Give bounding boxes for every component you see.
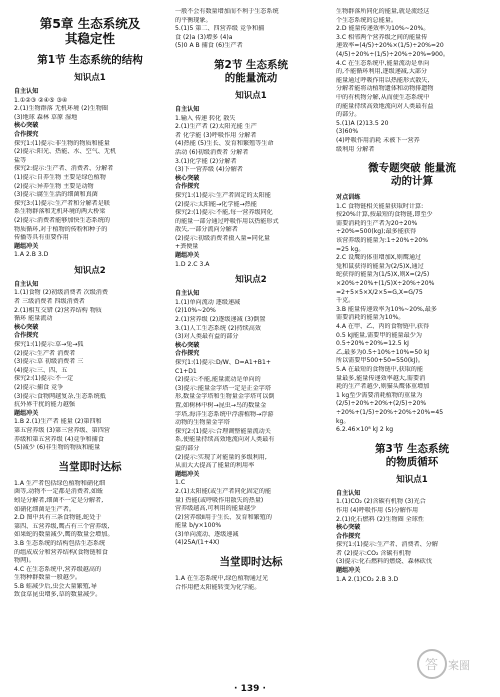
answer-line: ×20%÷20%+(1/5)X÷20%÷20% bbox=[336, 280, 435, 288]
answer-line: 1.A 在生态系统中,绿色植物通过光 bbox=[175, 575, 269, 583]
answer-line: 散失,一部分流向分解者 bbox=[175, 226, 238, 234]
answer-line: (3)提示:能量金字塔一定是正金字塔 bbox=[175, 384, 271, 392]
answer-line: 循环 能量流动 bbox=[14, 315, 53, 323]
answer-line: 1.A 生产者包括绿色植物和硝化细 bbox=[14, 479, 106, 487]
answer-line: 1.A 2.B 3.D bbox=[14, 251, 49, 259]
answer-line: (4)25A/(1+4X) bbox=[175, 539, 220, 547]
answer-line: 字塔,海洋生态系统中浮游植物→浮游 bbox=[175, 410, 274, 418]
answer-line: C1+D1 bbox=[175, 367, 197, 375]
answer-line: 4.C 在生态系统中,营养级越高的 bbox=[14, 565, 102, 573]
subheading: 自主认知 bbox=[336, 489, 361, 497]
subheading: 核心突破 bbox=[14, 122, 39, 130]
answer-line: 能量 b/y×100% bbox=[175, 522, 222, 530]
answer-line: =2+5×5×X/2×5=G,X=G/75 bbox=[336, 288, 423, 296]
answer-line: 物网)。 bbox=[14, 557, 35, 565]
answer-line: 者 化学能 (3)呼吸作用 分解者 bbox=[175, 131, 257, 139]
section-title: 当堂即时达标 bbox=[219, 556, 283, 569]
answer-line: (2)提示:阳光、热能、水、空气、无机 bbox=[14, 148, 117, 156]
answer-line: 3.C 相邻两个营养级之间的能量传 bbox=[336, 33, 428, 41]
answer-line: 探究2:(1)提示:不一定 bbox=[14, 375, 74, 383]
answer-line: (2)10%~20% bbox=[175, 307, 216, 315]
answer-line: 合作用把太阳能转变为化学能。 bbox=[175, 583, 261, 591]
answer-line: =25 kg。 bbox=[336, 245, 365, 253]
answer-line: 探究3:(1)提示:生产者和分解者是联 bbox=[14, 199, 110, 207]
column-middle bbox=[175, 8, 327, 658]
answer-line: 致食草昆虫增多,草的数量减少。 bbox=[14, 591, 102, 599]
answer-line: (4)提示:三、四、五 bbox=[14, 366, 68, 374]
answer-line: 从而大大提高了能量的利用率 bbox=[175, 462, 255, 470]
answer-line: 4.C 在生态系统中,能量流动是单向 bbox=[336, 59, 430, 67]
answer-line: 2.(1)太阳能(或生产者同化固定的能 bbox=[175, 487, 272, 495]
answer-line: 的组成成分和营养结构(食物链和食 bbox=[14, 548, 108, 556]
answer-line: (2)提示:捕食 竞争 bbox=[14, 384, 64, 391]
answer-line: 探究1:(1)提示:草→兔→狐 bbox=[14, 341, 84, 349]
answer-line: 探究1:(1)提示:非生物的物质和能量 bbox=[14, 139, 110, 147]
answer-line: 5.A 在最短的食物链中,获取的能 bbox=[336, 365, 423, 373]
answer-line: 第四、五营养级,鹰占有三个营养级, bbox=[14, 522, 110, 530]
answer-line: 食 (2)a (3)增多 (4)a bbox=[175, 33, 233, 41]
answer-line: 一般不会有数量增加而不利于生态系统 bbox=[175, 8, 279, 15]
answer-line: 营养级越高,可利用的能量越少 bbox=[175, 505, 257, 513]
answer-line: 中的有机物分解,从而使生态系统中 bbox=[336, 93, 430, 101]
svg-text:答: 答 bbox=[425, 658, 439, 673]
answer-line: 的能量持续高效地流向对人类最有益 bbox=[336, 102, 434, 110]
svg-text:案圈: 案圈 bbox=[448, 659, 470, 672]
answer-line: (3)提示:腐生生活的细菌和真菌 bbox=[14, 191, 98, 199]
answer-line: 1.B 2.(1)生产者 能量 (2)第四和 bbox=[14, 418, 102, 426]
answer-line: 2.D 能量传递效率为10%~20%。 bbox=[336, 25, 430, 33]
subheading: 题组冲关 bbox=[175, 252, 200, 260]
section-title: 第3节 生态系统 的物质循环 bbox=[375, 442, 449, 468]
answer-line: 兔和鼠获得的能量为(2/5)X,通过 bbox=[336, 262, 424, 270]
answer-line: 乙,最多为0.5÷10%÷10%=50 kJ bbox=[336, 348, 430, 356]
chapter-title: 第5章 生态系统及 其稳定性 bbox=[39, 16, 141, 46]
answer-line: 探究1:(1)提示:生产者固定的太阳能 bbox=[175, 191, 271, 199]
answer-line: 1.C 食物链相关能量获取时计算: bbox=[336, 202, 424, 210]
answer-line: 探究2:提示:生产者、消费者、分解者 bbox=[14, 165, 114, 173]
answer-line: 2.(1)营养级 (2)逐级递减 (3)倒置 bbox=[175, 316, 266, 324]
subheading: 合作探究 bbox=[14, 130, 39, 138]
answer-line: 传播等具有重要作用 bbox=[14, 234, 69, 242]
subheading: 合作探究 bbox=[336, 532, 361, 540]
answer-line: 2.(1)生产者 (2)太阳光能 生产 bbox=[175, 123, 257, 131]
answer-line: 该营养级的能量为:1÷20%÷20% bbox=[336, 237, 428, 245]
subheading: 自主认知 bbox=[175, 105, 200, 113]
answer-line: (3)提示:食物网越复杂,生态系统抵 bbox=[14, 392, 106, 400]
page-number: · 139 · bbox=[234, 684, 266, 694]
answer-line: (2)提示:太阳能→化学能→热能 bbox=[175, 200, 257, 208]
subheading: 核心突破 bbox=[175, 341, 200, 349]
subheading: 自主认知 bbox=[14, 280, 39, 288]
answer-line: 的,不能循环利用,逐级递减,大部分 bbox=[336, 68, 428, 76]
subheading: 题组冲关 bbox=[175, 470, 200, 478]
answer-line: (3)60% bbox=[336, 128, 359, 136]
section-title: 第1节 生态系统的结构 bbox=[37, 54, 143, 66]
answer-line: 量最多,能量传递效率越大,需要消 bbox=[336, 374, 426, 382]
answer-line: 5.(1)A (2)13.5 20 bbox=[336, 119, 389, 127]
knowledge-point-title: 知识点1 bbox=[235, 90, 267, 101]
answer-line: 1.(1)单向流动 逐级递减 bbox=[175, 298, 241, 306]
answer-line: +粪便量 bbox=[175, 243, 199, 251]
answer-line: 1.D 2.C 3.A bbox=[175, 260, 210, 268]
answer-line: 2.(1)化石燃料 (2)生物圈 全球性 bbox=[336, 515, 424, 523]
answer-line: 0.5÷20%÷20%=12.5 kJ bbox=[336, 340, 409, 348]
knowledge-point-title: 知识点1 bbox=[396, 474, 428, 485]
answer-line: 需要消耗的生产者为20÷20% bbox=[336, 219, 418, 227]
answer-line: 活动 (6)初级消费者 分解者 bbox=[175, 148, 249, 156]
answer-line: 1.输入 传递 转化 散失 bbox=[175, 114, 236, 122]
answer-line: (2)营养级Ⅱ用于生长、发育和繁殖的 bbox=[175, 513, 272, 521]
subheading: 自主认知 bbox=[175, 290, 200, 298]
knowledge-point-title: 知识点2 bbox=[74, 265, 106, 276]
subheading: 合作探究 bbox=[175, 183, 200, 191]
answer-line: 级利用 分解者 bbox=[336, 145, 375, 153]
subheading: 题组冲关 bbox=[336, 567, 361, 575]
section-title: 当堂即时达标 bbox=[58, 460, 122, 473]
answer-line: 5.B 蛙减少后,虫会大量繁殖,导 bbox=[14, 582, 97, 590]
answer-line: kg。 bbox=[336, 417, 350, 425]
answer-line: (2)提示:实现了对能量的多级利用, bbox=[175, 453, 267, 461]
answer-line: 探究1:(1)提示:生产者、消费者、分解 bbox=[336, 541, 438, 549]
answer-line: 3.B 能量传递效率为10%~20%,最多 bbox=[336, 305, 437, 313]
answer-line: 1.C bbox=[175, 479, 186, 487]
answer-line: 抗外界干扰的能力越强 bbox=[14, 401, 75, 409]
answer-line: 3.(1)人工生态系统 (2)持续高效 bbox=[175, 324, 261, 332]
answer-line: 生物群落所同化的能量,就是流经这 bbox=[336, 8, 430, 15]
answer-line: 系,使能量持续高效地流向对人类最有 bbox=[175, 436, 275, 444]
knowledge-point-title: 知识点1 bbox=[74, 73, 106, 83]
answer-line: 系生物群落和无机环境的两大桥梁 bbox=[14, 208, 106, 216]
answer-line: (4/5)÷20%÷(1/5)÷20%÷20%=900。 bbox=[336, 50, 450, 58]
answer-line: (3)提示:化石燃料的燃烧、森林砍伐 bbox=[336, 558, 432, 566]
answer-line: 2.C 设鹰的体重增加X,则鹰通过 bbox=[336, 254, 422, 262]
answer-line: 个生态系统的总能量。 bbox=[336, 16, 397, 24]
answer-line: 探究2:(1)提示:合理调整能量流动关 bbox=[175, 427, 271, 435]
answer-line: 千克。 bbox=[336, 297, 355, 305]
answer-line: 第五营养级 (3)第三营养级、第四营 bbox=[14, 426, 110, 434]
answer-line: 分解者能将动植物遗体和动物排遗物 bbox=[336, 85, 434, 93]
answer-line: 递效率=(4/5)÷20%×(1/5)÷20%=20 bbox=[336, 42, 444, 50]
answer-line: (2/5)÷20%÷20%+(2/5)÷20% bbox=[336, 400, 427, 408]
answer-line: (3)地球 森林 草原 湿地 bbox=[14, 113, 78, 121]
answer-line: 1.(1)CO₂ (2)含碳有机物 (3)光合 bbox=[336, 498, 426, 506]
answer-line: (2)提示:消费者能够加快生态系统的 bbox=[14, 216, 110, 224]
answer-line: 2.D 图中共有三条食物链,蛇处于 bbox=[14, 514, 102, 522]
answer-line: 置,如树林中树→昆虫→鸟的数量金 bbox=[175, 401, 267, 409]
column-left bbox=[14, 8, 166, 658]
answer-line: 2.(1)生物群落 无机环境 (2)生物圈 bbox=[14, 105, 108, 113]
answer-line: ÷20%+(1/5)÷20%÷20%÷20%=45 bbox=[336, 408, 444, 416]
subheading: 合作探究 bbox=[14, 332, 39, 340]
subheading: 题组冲关 bbox=[14, 242, 39, 250]
answer-line: 1.A 2.(1)CO₂ 2.B 3.D bbox=[336, 575, 399, 583]
answer-line: 生物种群数量一般越少。 bbox=[14, 574, 82, 582]
answer-line: 4.A 在甲、乙、丙的食物链中,获得 bbox=[336, 323, 430, 330]
section-title: 微专题突破 能量流 动的计算 bbox=[368, 162, 456, 188]
answer-line: 按20%计算,按最短的食物链,即至少 bbox=[336, 211, 433, 219]
watermark-seal-icon bbox=[414, 646, 484, 686]
subheading: 题组冲关 bbox=[14, 409, 39, 417]
answer-line: 菌等,动物不一定都是消费者,如蚯 bbox=[14, 488, 104, 496]
answer-line: 的部分。 bbox=[336, 111, 361, 119]
column-right bbox=[336, 8, 488, 658]
answer-line: 者 (2)提示:CO₂ 含碳有机物 bbox=[336, 549, 411, 557]
answer-line: 养级和第五营养级 (4)竞争和捕食 bbox=[14, 435, 104, 443]
answer-line: (1)提示:自养生物 主要是绿色植物 bbox=[14, 173, 106, 181]
answer-line: (4)呼吸作用消耗 未被下一营养 bbox=[336, 136, 420, 144]
answer-line: 物质循环,对于植物的传粉和种子的 bbox=[14, 225, 108, 233]
answer-line: (5)0 A B 捕食 (6)生产者 bbox=[175, 42, 243, 50]
answer-line: 耗的生产者越少,则猫头鹰体重增加 bbox=[336, 383, 430, 391]
answer-line: (2)提示:生产者 消费者 bbox=[14, 349, 76, 357]
answer-line: 1.①②③ ②④⑤ ③④ bbox=[14, 96, 68, 104]
answer-line: 量) 热能(或呼吸作用散失的热量) bbox=[175, 496, 264, 504]
answer-line: (4)热能 (5)生长、发育和繁殖等生命 bbox=[175, 140, 274, 148]
answer-line: 形,数量金字塔和生物量金字塔可以倒 bbox=[175, 393, 275, 401]
subheading: 自主认知 bbox=[14, 88, 39, 95]
subheading: 核心突破 bbox=[14, 323, 39, 331]
answer-line: 蛇获得的能量为(1/5)X,则X=(2/5) bbox=[336, 271, 430, 279]
answer-line: 3.B 生态系统的结构包括生态系统 bbox=[14, 539, 106, 547]
answer-line: 探究1:(1)提示:D/W、D=A1+B1+ bbox=[175, 359, 271, 366]
answer-line: 所以需要甲500+50=550(kJ)。 bbox=[336, 357, 424, 365]
answer-line: 动物的生物量金字塔 bbox=[175, 419, 230, 427]
answer-line: (3)单向流动、逐级递减 bbox=[175, 530, 239, 538]
answer-line: 者 三级消费者 四级消费者 bbox=[14, 298, 85, 306]
answer-line: (2)提示:不能,能量流动是单向的 bbox=[175, 376, 261, 384]
answer-line: 0.5 kJ能量,需要甲的能量最少为 bbox=[336, 331, 422, 339]
answer-line: 6.2.46×10⁸ kJ 2 kg bbox=[336, 426, 394, 434]
subheading: 核心突破 bbox=[175, 174, 200, 182]
section-title: 第2节 生态系统 的能量流动 bbox=[214, 58, 288, 84]
answer-line: 盐等 bbox=[14, 156, 27, 164]
answer-line: (3)下一营养级 (4)分解者 bbox=[175, 166, 243, 174]
answer-line: 如硝化细菌是生产者。 bbox=[14, 505, 75, 513]
subheading: 对点训练 bbox=[336, 194, 361, 202]
answer-line: 2.(1)相互交错 (2)营养结构 物质 bbox=[14, 306, 102, 314]
answer-line: 能量通过呼吸作用以热能形式散失, bbox=[336, 76, 430, 84]
answer-line: (3)对人类最有益的部分 bbox=[175, 333, 239, 341]
answer-line: (5)减少 (6)非生物的物质和能量 bbox=[14, 444, 101, 452]
answer-line: (2)提示:初级消费者摄入量=同化量 bbox=[175, 234, 271, 242]
answer-line: (2)提示:异养生物 主要是动物 bbox=[14, 182, 94, 190]
knowledge-point-title: 知识点2 bbox=[235, 275, 267, 286]
answer-line: 5.(1)5 第二、四营养级 竞争和捕 bbox=[175, 25, 265, 33]
answer-line: 的能量一部分通过呼吸作用以热能形式 bbox=[175, 217, 279, 225]
subheading: 核心突破 bbox=[336, 524, 361, 532]
answer-line: 作用 (4)呼吸作用 (5)分解作用 bbox=[336, 506, 419, 514]
answer-line: 1.(1)食物 (2)初级消费者 次级消费 bbox=[14, 289, 108, 297]
answer-line: 益的部分 bbox=[175, 444, 200, 452]
answer-line: 3.(1)化学能 (2)分解者 bbox=[175, 157, 237, 165]
answer-line: 的平衡现象。 bbox=[175, 16, 212, 24]
answer-line: 需要消耗的能量为10%。 bbox=[336, 314, 405, 322]
answer-line: 探究2:(1)提示:不能,每一营养级同化 bbox=[175, 209, 273, 217]
answer-line: 1 kg至少需要消耗植物的重量为 bbox=[336, 391, 423, 399]
subheading: 合作探究 bbox=[175, 350, 200, 358]
answer-line: 蚓是分解者,细菌不一定是分解者, bbox=[14, 496, 104, 504]
answer-line: 如果蛇的数量减少,鹰的数量会增加。 bbox=[14, 531, 114, 539]
answer-line: (3)提示:草 初级消费者 三 bbox=[14, 358, 84, 366]
answer-line: ÷20%=500(kg);最多能获得 bbox=[336, 228, 417, 236]
